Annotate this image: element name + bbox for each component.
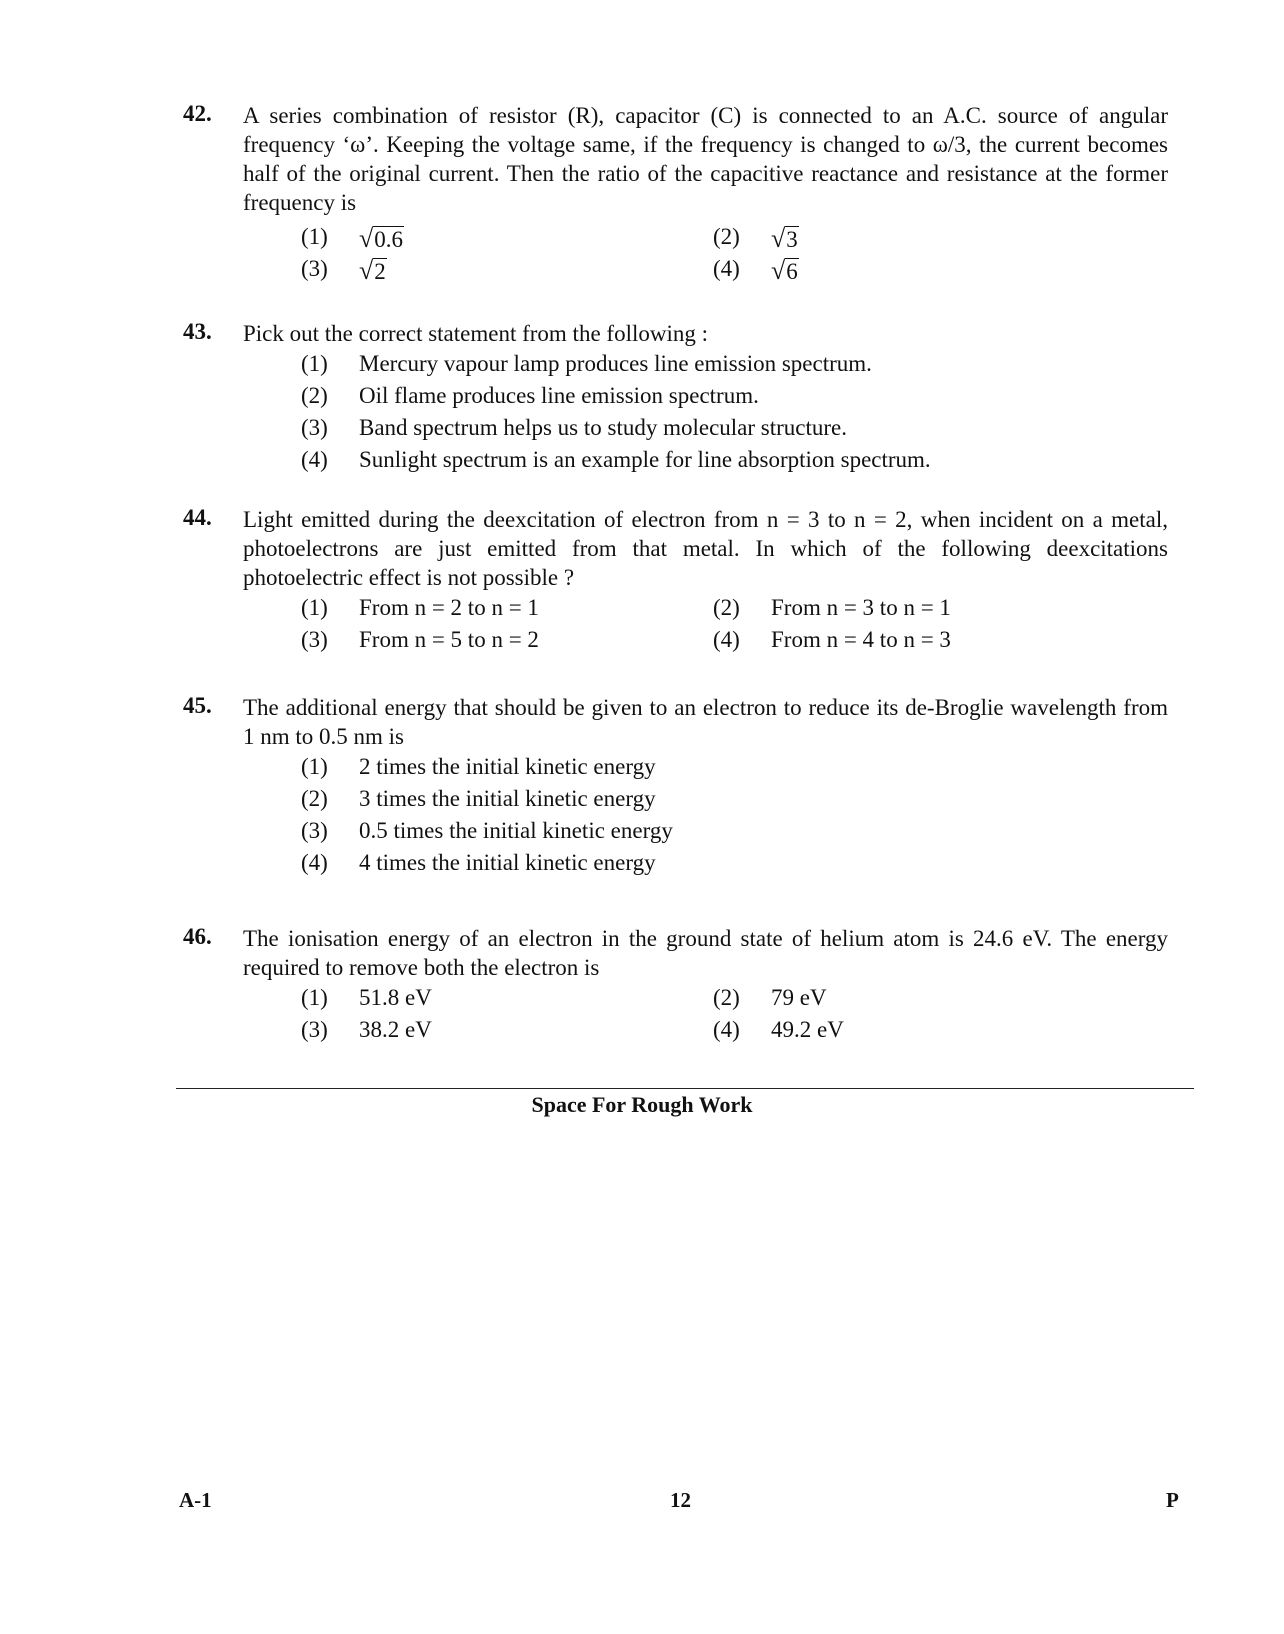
sqrt-expression: √6 [771,256,798,285]
option-3: (3) 0.5 times the initial kinetic energy [301,818,673,843]
options-grid [301,223,1168,287]
options-grid [301,592,1168,656]
option-4: (4) 4 times the initial kinetic energy [301,850,656,875]
option-4: (4) √6 [713,256,798,285]
sqrt-expression: √2 [359,256,386,285]
question-number: 42. [183,101,212,126]
question-text: Pick out the correct statement from the following : [243,321,708,346]
footer-code: A-1 [179,1488,212,1512]
page-number: 12 [670,1488,691,1512]
question-42 [183,101,1168,287]
question-44 [183,505,1168,656]
options-grid [301,982,1168,1046]
sqrt-expression: √0.6 [359,224,404,253]
option-1: (1) From n = 2 to n = 1 [301,595,539,620]
question-number: 43. [183,319,212,344]
question-text: The additional energy that should be given to an electron to reduce its de-Broglie wavelength from 1 nm to 0.5 nm is [243,695,1168,749]
question-46 [183,924,1168,1046]
option-4: (4) 49.2 eV [713,1017,844,1042]
question-text: The ionisation energy of an electron in the ground state of helium atom is 24.6 eV. The energy required to remove both the electron is [243,926,1168,980]
option-2: (2) 3 times the initial kinetic energy [301,786,656,811]
option-3: (3) From n = 5 to n = 2 [301,627,539,652]
question-number: 46. [183,924,212,949]
option-1: (1) Mercury vapour lamp produces line emission spectrum. [301,351,872,376]
question-text: A series combination of resistor (R), capacitor (C) is connected to an A.C. source of angular frequency ‘ω’. Keeping the voltage same, if the frequency is changed to ω/3, the current becomes half of the original current. Then the ratio of the capacitive reactance and resistance at the former frequency is [243,103,1168,215]
option-4: (4) From n = 4 to n = 3 [713,627,951,652]
question-number: 44. [183,505,212,530]
options-list [301,751,1168,879]
option-1: (1) √0.6 [301,224,404,253]
option-1: (1) 51.8 eV [301,985,432,1010]
section-divider [176,1088,1194,1089]
question-number: 45. [183,693,212,718]
option-3: (3) √2 [301,256,386,285]
sqrt-expression: √3 [771,224,798,253]
option-1: (1) 2 times the initial kinetic energy [301,754,656,779]
question-45 [183,693,1168,879]
question-43 [183,319,1168,476]
rough-work-heading: Space For Rough Work [531,1092,753,1117]
question-text: Light emitted during the deexcitation of electron from n = 3 to n = 2, when incident on a metal, photoelectrons are just emitted from that metal. In which of the following deexcitations photoelectric effect is not possible ? [243,507,1168,590]
option-3: (3) Band spectrum helps us to study molecular structure. [301,415,848,440]
option-2: (2) Oil flame produces line emission spectrum. [301,383,759,408]
options-list [301,348,1168,476]
option-2: (2) 79 eV [713,985,827,1010]
option-2: (2) √3 [713,224,798,253]
option-4: (4) Sunlight spectrum is an example for line absorption spectrum. [301,447,931,472]
footer-version: P [1166,1488,1179,1512]
option-3: (3) 38.2 eV [301,1017,432,1042]
option-2: (2) From n = 3 to n = 1 [713,595,951,620]
